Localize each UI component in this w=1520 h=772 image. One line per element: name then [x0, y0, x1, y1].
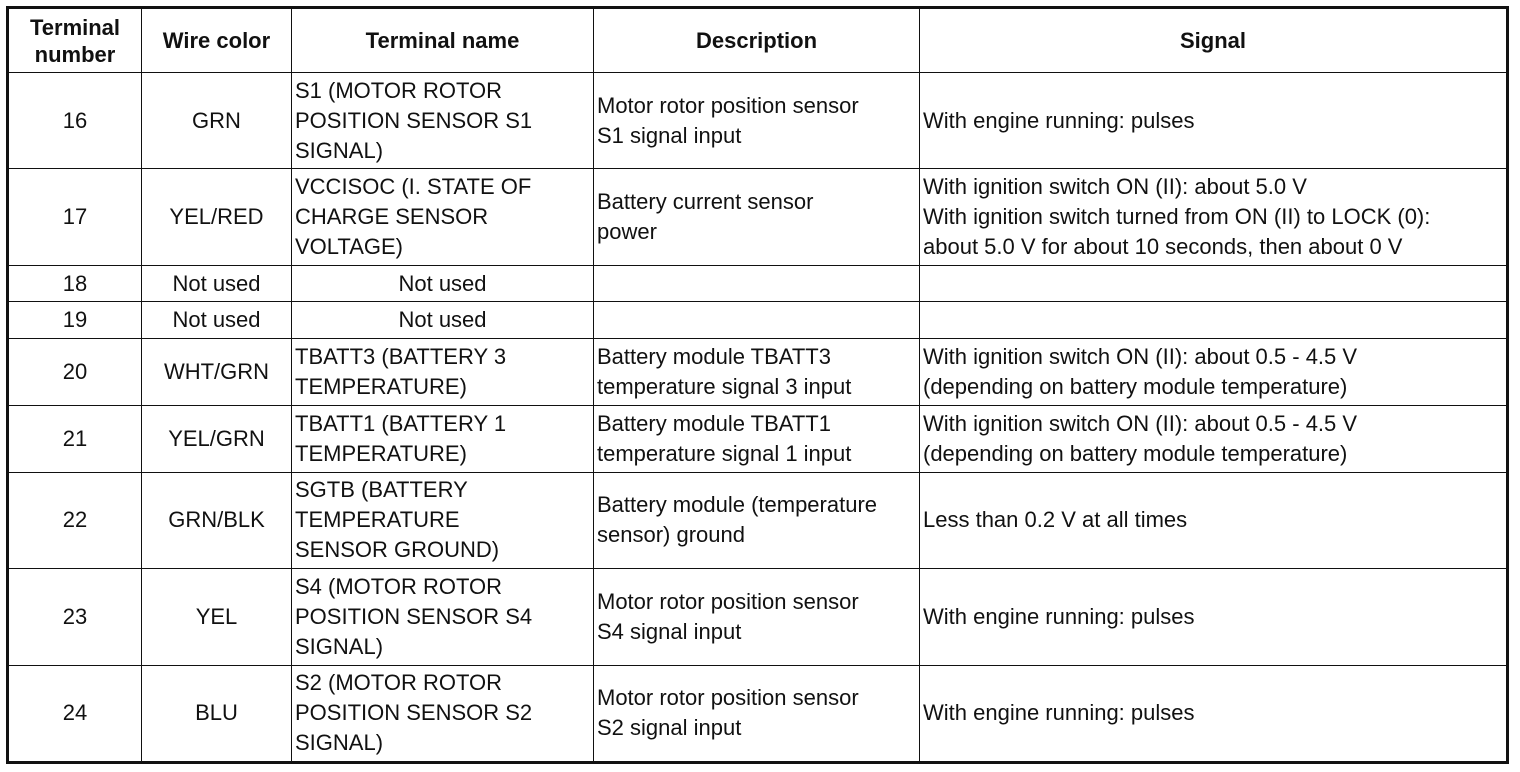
cell-terminal-name: S4 (MOTOR ROTOR POSITION SENSOR S4 SIGNAL) — [292, 569, 594, 665]
cell-terminal-number: 24 — [8, 665, 142, 762]
cell-signal — [920, 265, 1508, 302]
header-row — [8, 8, 1508, 73]
cell-signal: Less than 0.2 V at all times — [920, 472, 1508, 568]
terminal-table — [6, 6, 1509, 764]
cell-terminal-number: 22 — [8, 472, 142, 568]
cell-terminal-name: S2 (MOTOR ROTOR POSITION SENSOR S2 SIGNAL) — [292, 665, 594, 762]
cell-wire-color: GRN — [142, 73, 292, 169]
cell-terminal-name: TBATT3 (BATTERY 3 TEMPERATURE) — [292, 338, 594, 405]
table-row — [8, 338, 1508, 405]
cell-terminal-name: SGTB (BATTERY TEMPERATURE SENSOR GROUND) — [292, 472, 594, 568]
table-row — [8, 405, 1508, 472]
cell-terminal-name: TBATT1 (BATTERY 1 TEMPERATURE) — [292, 405, 594, 472]
cell-terminal-number: 21 — [8, 405, 142, 472]
cell-wire-color: Not used — [142, 265, 292, 302]
cell-wire-color: WHT/GRN — [142, 338, 292, 405]
cell-description: Battery current sensor power — [594, 169, 920, 265]
cell-wire-color: YEL/GRN — [142, 405, 292, 472]
table-row — [8, 569, 1508, 665]
cell-terminal-name: VCCISOC (I. STATE OF CHARGE SENSOR VOLTAGE) — [292, 169, 594, 265]
cell-description: Motor rotor position sensor S2 signal input — [594, 665, 920, 762]
cell-description: Battery module TBATT1 temperature signal 1 input — [594, 405, 920, 472]
cell-description — [594, 302, 920, 339]
table-row — [8, 265, 1508, 302]
cell-wire-color: Not used — [142, 302, 292, 339]
cell-signal: With ignition switch ON (II): about 5.0 V With ignition switch turned from ON (II) to LOCK (0): about 5.0 V for about 10 seconds, then about 0 V — [920, 169, 1508, 265]
cell-terminal-name: Not used — [292, 302, 594, 339]
header-signal: Signal — [920, 8, 1508, 73]
header-terminal-name: Terminal name — [292, 8, 594, 73]
cell-description — [594, 265, 920, 302]
header-wire-color: Wire color — [142, 8, 292, 73]
cell-description: Battery module TBATT3 temperature signal 3 input — [594, 338, 920, 405]
cell-terminal-name: S1 (MOTOR ROTOR POSITION SENSOR S1 SIGNAL) — [292, 73, 594, 169]
cell-signal: With ignition switch ON (II): about 0.5 - 4.5 V (depending on battery module temperature) — [920, 405, 1508, 472]
table-row — [8, 169, 1508, 265]
table-row — [8, 472, 1508, 568]
table-row — [8, 665, 1508, 762]
header-description: Description — [594, 8, 920, 73]
table-row — [8, 302, 1508, 339]
cell-description: Battery module (temperature sensor) ground — [594, 472, 920, 568]
cell-signal: With engine running: pulses — [920, 73, 1508, 169]
cell-description: Motor rotor position sensor S4 signal input — [594, 569, 920, 665]
cell-terminal-number: 17 — [8, 169, 142, 265]
cell-terminal-number: 23 — [8, 569, 142, 665]
cell-signal — [920, 302, 1508, 339]
cell-terminal-number: 19 — [8, 302, 142, 339]
cell-description: Motor rotor position sensor S1 signal input — [594, 73, 920, 169]
cell-signal: With engine running: pulses — [920, 569, 1508, 665]
header-terminal-number: Terminal number — [8, 8, 142, 73]
cell-wire-color: YEL/RED — [142, 169, 292, 265]
cell-terminal-name: Not used — [292, 265, 594, 302]
cell-wire-color: BLU — [142, 665, 292, 762]
cell-wire-color: GRN/BLK — [142, 472, 292, 568]
cell-signal: With ignition switch ON (II): about 0.5 - 4.5 V (depending on battery module temperature) — [920, 338, 1508, 405]
cell-terminal-number: 16 — [8, 73, 142, 169]
cell-terminal-number: 20 — [8, 338, 142, 405]
table-row — [8, 73, 1508, 169]
cell-signal: With engine running: pulses — [920, 665, 1508, 762]
cell-wire-color: YEL — [142, 569, 292, 665]
cell-terminal-number: 18 — [8, 265, 142, 302]
